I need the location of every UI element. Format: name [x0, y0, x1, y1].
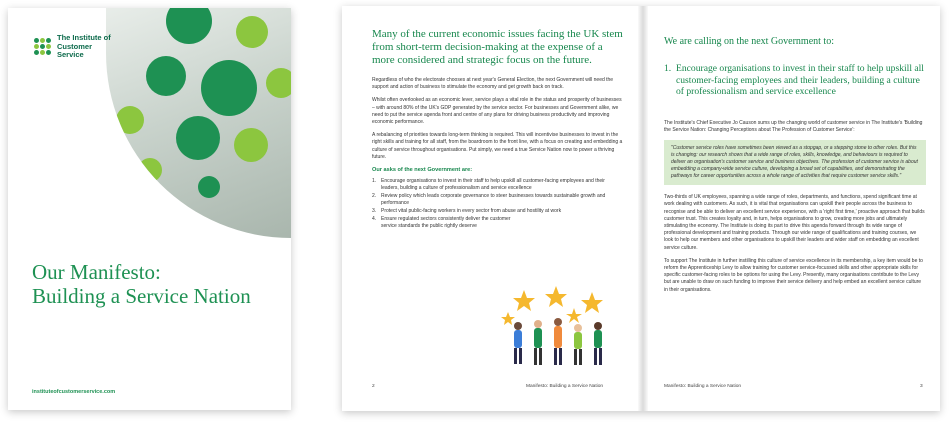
- cover-website-link[interactable]: instituteofcustomerservice.com: [32, 389, 116, 395]
- people-figures: [514, 318, 602, 365]
- right-page-ask: [664, 63, 926, 98]
- ask-text: Encourage organisations to invest in their staff to help upskill all customer-facing employees and their leaders, building a culture of professionalism and service excellence: [676, 63, 924, 98]
- right-page: [664, 36, 926, 300]
- right-paragraph-3: To support The Institute in further instilling this culture of service excellence in its membership, a key item would be to reform the Apprenticeship Levy to allow training for customer service-focussed skills and other appropriate skills for specific customer-facing roles to be options for using the Levy. Presently, many organisations contribute to the Levy but are unable to draw on such funding to improve their service delivery and help embed an excellent service culture in their organisations.: [664, 257, 923, 293]
- cover-title-line2: Building a Service Nation: [32, 284, 251, 308]
- logo-text-line1: The Institute of: [57, 33, 111, 42]
- green-dot-decoration: [198, 176, 220, 198]
- green-dot-decoration: [146, 56, 186, 96]
- list-item: 4. Ensure regulated sectors consistently deliver the customer service standards the public rightly deserve: [372, 216, 511, 230]
- right-paragraph-1: The Institute's Chief Executive Jo Causon sums up the changing world of customer service in The Institute's 'Building the Service Nation: Changing Perceptions about The Profession of Customer Service':: [664, 119, 923, 133]
- green-dot-decoration: [234, 128, 268, 162]
- quote-box: "Customer service roles have sometimes been viewed as a stopgap, or a stepping stone to other roles. But this is changing: our research shows that a wide range of roles, skills, knowledge, and behaviours is required to deliver an organisation's customer service and business objectives. The profession of customer service is about embedding a company-wide service culture, developing a broad set of capabilities, and demonstrating the pathways for career opportunities across a whole range of activities that require customer service skills.": [664, 140, 926, 185]
- manifesto-spread: [342, 6, 940, 411]
- asks-list: [372, 178, 624, 230]
- green-dot-decoration: [166, 8, 212, 44]
- green-dot-decoration: [201, 60, 257, 116]
- left-page-footer: Manifesto: Building a Service Nation: [526, 384, 604, 389]
- left-page-number: 2: [372, 384, 375, 389]
- asks-heading: Our asks of the next Government are:: [372, 167, 473, 174]
- cover-title-line1: Our Manifesto:: [32, 260, 161, 284]
- left-paragraph-1: Regardless of who the electorate chooses at next year's General Election, the next Government will need the support and action of business to stimulate the economy and get growth back on track.: [372, 77, 614, 91]
- list-item: 2. Review policy which leads corporate governance to steer businesses towards sustainable growth and performance: [372, 193, 606, 207]
- right-paragraph-2: Two-thirds of UK employees, spanning a wide range of roles, departments, and functions, spend significant time at work dealing with customers. As such, it is vital that organisations can upskill their people across the business to recognise and be able to deliver an excellent service experience, with a 'right first time,' proactive approach that builds customer trust. This creates loyalty and, in turn, helps organisations to grow, creating more jobs and ultimately stimulating the economy. The Institute is doing its part to drive this agenda forward through its wide range of professional development and training products. Through our wide range of qualifications and training courses, we look to help our members and other organisations to upskill their leaders and wider staff on embedding an excellent service culture.: [664, 194, 925, 251]
- green-dot-decoration: [176, 116, 220, 160]
- cover-title: [32, 260, 272, 308]
- left-paragraph-3: A rebalancing of priorities towards long-term thinking is required. This will incentivise businesses to invest in the right skills and training for all staff, from the boardroom to the front line, with a focus on creating and embedding a culture of service throughout organisations. Put simply, we need a true Service Nation now to power a thriving future.: [372, 132, 623, 160]
- green-dot-decoration: [138, 158, 162, 182]
- cover-photo-graphic: [106, 8, 291, 238]
- left-page-headline: Many of the current economic issues facing the UK stem from short-term decision-making at the expense of a more considered and strategic focus on the future.: [372, 28, 623, 66]
- green-dot-decoration: [116, 106, 144, 134]
- left-page: [372, 28, 624, 231]
- green-dot-decoration: [236, 16, 268, 48]
- ask-number: 1.: [664, 63, 672, 74]
- right-page-number: 3: [920, 384, 923, 389]
- right-page-heading: We are calling on the next Government to:: [664, 36, 834, 47]
- manifesto-cover: [8, 8, 291, 410]
- book-spine: [638, 6, 648, 411]
- green-dot-decoration: [266, 68, 291, 98]
- star-icon: [501, 286, 603, 325]
- list-item: 3. Protect vital public-facing workers in every sector from abuse and hostility at work: [372, 208, 562, 215]
- celebrating-people-illustration: [494, 286, 624, 368]
- list-item: 1. Encourage organisations to invest in their staff to help upskill all customer-facing employees and their leaders, building a culture of professionalism and service excellence: [372, 178, 605, 192]
- institute-logo: [34, 34, 117, 60]
- logo-text-line2: Customer Service: [57, 41, 93, 59]
- left-paragraph-2: Whilst often overlooked as an economic lever, service plays a vital role in the status and prosperity of businesses – with around 80% of the UK's GDP generated by the service sector. For businesses and Government alike, we need to put the service agenda front and centre of any plans for driving business productivity and improving economic performance.: [372, 97, 622, 126]
- right-page-footer: Manifesto: Building a Service Nation: [664, 384, 742, 389]
- logo-dots-icon: [34, 38, 52, 56]
